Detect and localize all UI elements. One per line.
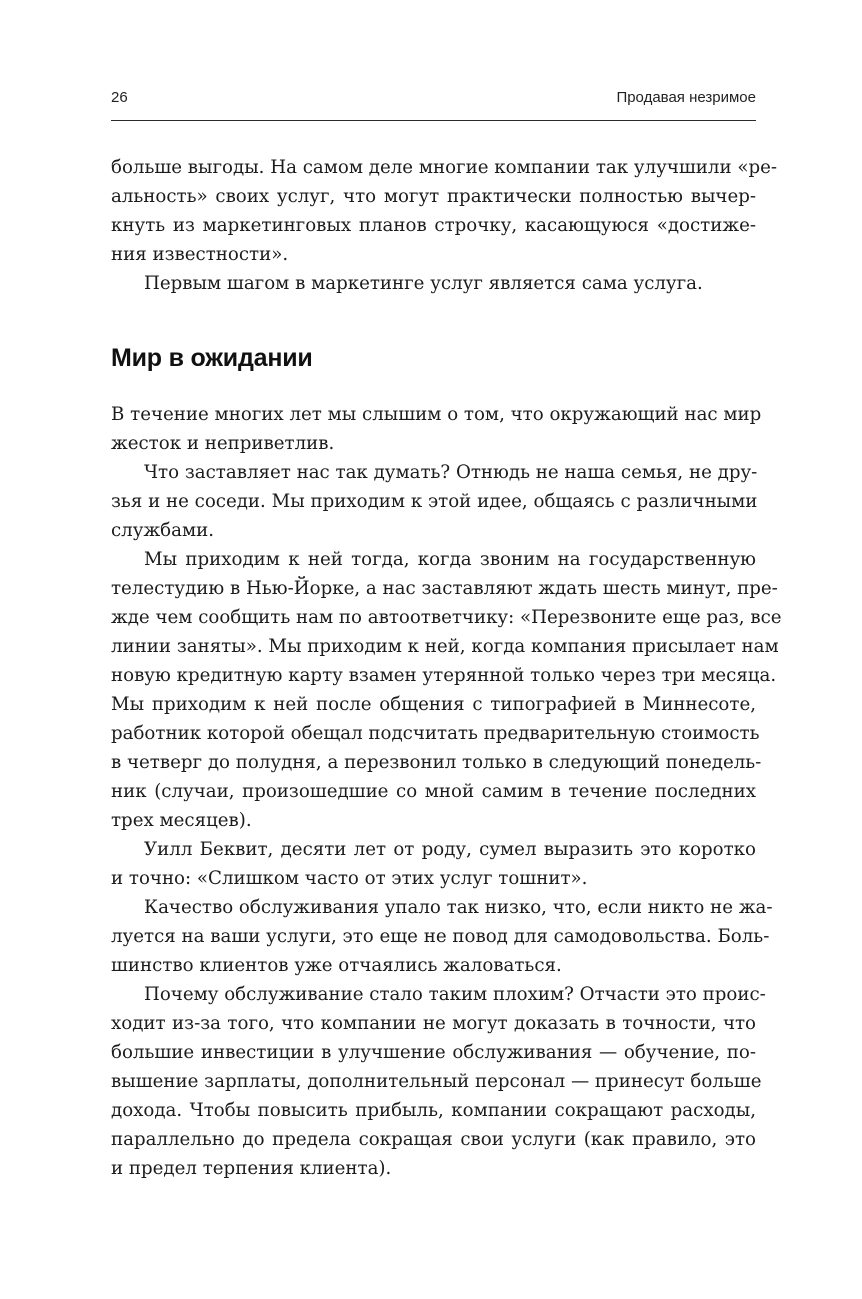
text-line: Мы приходим к ней тогда, когда звоним на государственную: [144, 549, 756, 570]
text-line: ходит из-за того, что компании не могут доказать в точности, что: [111, 1013, 756, 1034]
page-header: [111, 86, 756, 110]
paragraph: [111, 545, 782, 835]
paragraph: [111, 835, 756, 893]
text-line: Первым шагом в маркетинге услуг является сама услуга.: [144, 273, 703, 294]
text-line: телестудию в Нью-Йорке, а нас заставляют ждать шесть минут, пре-: [111, 578, 778, 599]
paragraph: [111, 269, 756, 298]
running-title: Продавая незримое: [616, 89, 756, 106]
text-line: Что заставляет нас так думать? Отнюдь не наша семья, не дру-: [144, 462, 758, 483]
text-line: большие инвестиции в улучшение обслуживания — обучение, по-: [111, 1042, 756, 1063]
paragraph: [111, 400, 762, 458]
text-line: линии заняты». Мы приходим к ней, когда компания присылает нам: [111, 636, 779, 657]
text-line: ния известности».: [111, 244, 289, 265]
text-line: и предел терпения клиента).: [111, 1158, 392, 1179]
intro-text: [111, 153, 778, 298]
text-line: в четверг до полудня, а перезвонил только в следующий понедель-: [111, 752, 762, 773]
section-heading: Мир в ожидании: [111, 344, 313, 372]
text-line: новую кредитную карту взамен утерянной только через три месяца.: [111, 665, 777, 686]
text-line: зья и не соседи. Мы приходим к этой идее, общаясь с различными: [111, 491, 758, 512]
text-line: службами.: [111, 520, 215, 541]
text-line: работник которой обещал подсчитать предварительную стоимость: [111, 723, 760, 744]
text-line: луется на ваши услуги, это еще не повод для самодовольства. Боль-: [111, 926, 770, 947]
paragraph: [111, 893, 773, 980]
text-line: ник (случаи, произошедшие со мной самим в течение последних: [111, 781, 756, 802]
text-line: параллельно до предела сокращая свои услуги (как правило, это: [111, 1129, 756, 1150]
text-line: Уилл Беквит, десяти лет от роду, сумел выразить это коротко: [144, 839, 756, 860]
text-line: Качество обслуживания упало так низко, что, если никто не жа-: [144, 897, 773, 918]
text-line: Мы приходим к ней после общения с типографией в Миннесоте,: [111, 694, 756, 715]
text-line: шинство клиентов уже отчаялись жаловаться.: [111, 955, 562, 976]
text-line: жесток и неприветлив.: [111, 433, 335, 454]
section-text: [111, 400, 782, 1183]
page-number: 26: [111, 89, 128, 106]
text-line: дохода. Чтобы повысить прибыль, компании сокращают расходы,: [111, 1100, 756, 1121]
text-line: В течение многих лет мы слышим о том, что окружающий нас мир: [111, 404, 762, 425]
paragraph: [111, 153, 778, 269]
text-line: кнуть из маркетинговых планов строчку, касающуюся «достиже-: [111, 215, 756, 236]
header-rule: [111, 120, 756, 121]
text-line: вышение зарплаты, дополнительный персонал — принесут больше: [111, 1071, 762, 1092]
paragraph: [111, 458, 756, 545]
text-line: и точно: «Слишком часто от этих услуг тошнит».: [111, 868, 588, 889]
paragraph: [111, 980, 766, 1183]
text-line: жде чем сообщить нам по автоответчику: «Перезвоните еще раз, все: [111, 607, 782, 628]
text-line: трех месяцев).: [111, 810, 252, 831]
text-line: Почему обслуживание стало таким плохим? Отчасти это проис-: [144, 984, 766, 1005]
text-line: больше выгоды. На самом деле многие компании так улучшили «ре-: [111, 157, 778, 178]
text-line: альность» своих услуг, что могут практически полностью вычер-: [111, 186, 756, 207]
